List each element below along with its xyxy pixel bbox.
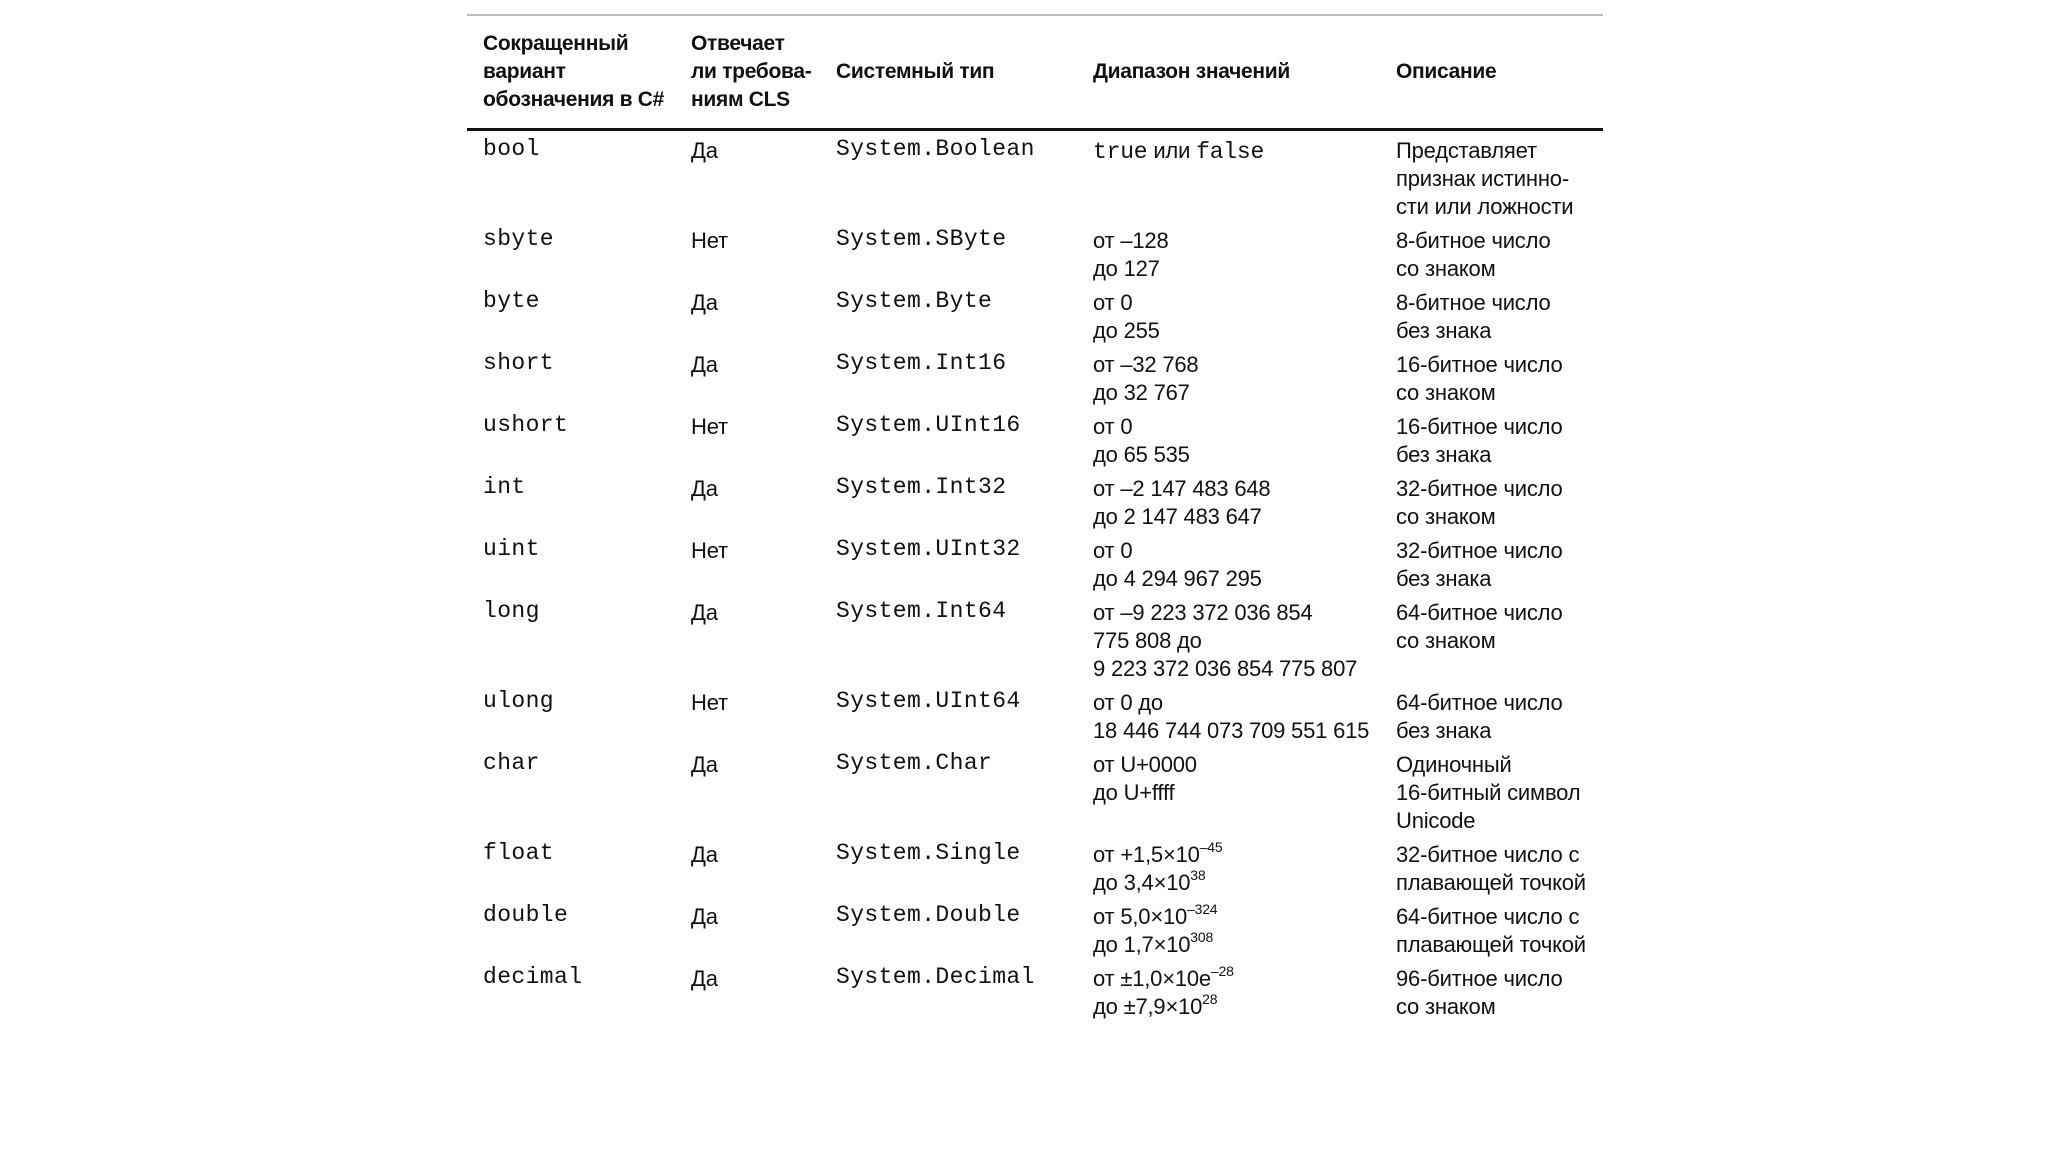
cell-description [1380,745,1603,835]
cell-value-range [1077,283,1380,345]
range-text: от –9 223 372 036 854 [1093,600,1313,625]
range-line [1093,413,1380,441]
cell-value-range [1077,407,1380,469]
range-text: до U+ffff [1093,780,1175,805]
range-line [1093,475,1380,503]
range-text: до 2 147 483 647 [1093,504,1262,529]
cell-description [1380,593,1603,683]
cell-value-range [1077,683,1380,745]
cell-description [1380,221,1603,283]
cell-cls-compliant: Нет [691,228,728,253]
table-row [467,835,1603,897]
top-rule [467,14,1603,16]
description-line: со знаком [1396,504,1496,529]
cell-cls-compliant: Да [691,600,718,625]
description-line: 96-битное число [1396,966,1563,991]
description-line: Одиночный [1396,752,1512,777]
cell-short-name: uint [483,536,540,562]
description-line: 32-битное число [1396,538,1563,563]
range-text: 775 808 до [1093,628,1202,653]
range-text: до 32 767 [1093,380,1190,405]
cell-value-range [1077,745,1380,835]
range-exponent: 28 [1202,990,1218,1007]
cell-short-name: float [483,840,555,866]
range-text: до 3,4×10 [1093,870,1191,895]
cell-short-name: long [483,598,540,624]
table-row [467,130,1603,222]
range-text: от 5,0×10 [1093,904,1188,929]
description-line: без знака [1396,566,1492,591]
range-text: до 65 535 [1093,442,1190,467]
table-row [467,959,1603,1021]
cell-cls-compliant: Да [691,352,718,377]
range-line [1093,838,1380,869]
cell-description [1380,897,1603,959]
description-line: Представляет [1396,138,1537,163]
cell-cls-compliant: Да [691,476,718,501]
range-false-literal: false [1196,139,1265,165]
range-line [1093,137,1380,166]
table-header-row [467,22,1603,130]
cell-short-name: char [483,750,540,776]
range-line [1093,627,1380,655]
description-line: 64-битное число [1396,600,1563,625]
description-line: 64-битное число [1396,690,1563,715]
range-exponent: –28 [1210,962,1234,979]
description-line: 8-битное число [1396,290,1551,315]
csharp-types-table [467,22,1603,1021]
table-row [467,683,1603,745]
description-line: со знаком [1396,380,1496,405]
cell-description [1380,683,1603,745]
description-line: со знаком [1396,256,1496,281]
description-line: без знака [1396,718,1492,743]
cell-cls-compliant: Да [691,966,718,991]
cell-system-type: System.Int64 [836,598,1007,624]
cell-short-name: bool [483,136,540,162]
description-line: со знаком [1396,994,1496,1019]
range-line [1093,751,1380,779]
cell-description [1380,130,1603,222]
cell-system-type: System.Single [836,840,1021,866]
header-system-type: Системный тип [820,22,1077,130]
range-text: до ±7,9×10 [1093,994,1203,1019]
cell-short-name: decimal [483,964,583,990]
cell-cls-compliant: Нет [691,538,728,563]
range-or-word: или [1153,138,1191,163]
range-line [1093,351,1380,379]
description-line: Unicode [1396,808,1476,833]
table-row [467,469,1603,531]
description-line: без знака [1396,442,1492,467]
cell-system-type: System.SByte [836,226,1007,252]
header-description: Описание [1380,22,1603,130]
range-text: от –2 147 483 648 [1093,476,1271,501]
cell-short-name: double [483,902,569,928]
cell-short-name: sbyte [483,226,555,252]
range-text: до 4 294 967 295 [1093,566,1262,591]
table-row [467,593,1603,683]
range-line [1093,599,1380,627]
table-row [467,221,1603,283]
range-line [1093,655,1380,683]
range-line [1093,866,1380,897]
range-line [1093,379,1380,407]
range-text: от –32 768 [1093,352,1199,377]
header-short-name: Сокращенный вариант обозначения в C# [467,22,675,130]
table-row [467,407,1603,469]
cell-value-range [1077,959,1380,1021]
description-line: 64-битное число с [1396,904,1580,929]
cell-short-name: ulong [483,688,555,714]
range-line [1093,441,1380,469]
cell-cls-compliant: Да [691,842,718,867]
cell-value-range [1077,130,1380,222]
description-line: плавающей точкой [1396,932,1586,957]
cell-value-range [1077,897,1380,959]
range-line [1093,990,1380,1021]
range-line [1093,227,1380,255]
cell-cls-compliant: Нет [691,414,728,439]
range-text: до 1,7×10 [1093,932,1191,957]
cell-value-range [1077,593,1380,683]
cell-value-range [1077,531,1380,593]
cell-system-type: System.Decimal [836,964,1035,990]
header-cls-compliant: Отвечает ли требова- ниям CLS [675,22,820,130]
table-row [467,897,1603,959]
cell-system-type: System.Boolean [836,136,1035,162]
cell-value-range [1077,835,1380,897]
range-line [1093,503,1380,531]
range-true-literal: true [1093,139,1148,165]
range-line [1093,565,1380,593]
range-exponent: 308 [1190,928,1214,945]
range-line [1093,317,1380,345]
description-line: 16-битное число [1396,414,1563,439]
range-text: от +1,5×10 [1093,842,1200,867]
cell-value-range [1077,469,1380,531]
cell-system-type: System.Double [836,902,1021,928]
cell-description [1380,531,1603,593]
range-text: от 0 до [1093,690,1163,715]
range-line [1093,962,1380,993]
range-text: 18 446 744 073 709 551 615 [1093,718,1370,743]
cell-short-name: byte [483,288,540,314]
range-text: до 127 [1093,256,1160,281]
range-exponent: –45 [1199,838,1223,855]
range-line [1093,289,1380,317]
cell-description [1380,959,1603,1021]
range-text: от 0 [1093,538,1133,563]
cell-description [1380,407,1603,469]
range-line [1093,779,1380,807]
range-text: от –128 [1093,228,1169,253]
cell-description [1380,345,1603,407]
range-text: от 0 [1093,290,1133,315]
range-text: 9 223 372 036 854 775 807 [1093,656,1358,681]
cell-description [1380,283,1603,345]
cell-cls-compliant: Нет [691,690,728,715]
description-line: со знаком [1396,628,1496,653]
cell-system-type: System.Char [836,750,993,776]
description-line: сти или ложности [1396,194,1574,219]
table-row [467,283,1603,345]
cell-system-type: System.UInt32 [836,536,1021,562]
range-line [1093,928,1380,959]
range-line [1093,900,1380,931]
range-line [1093,717,1380,745]
cell-system-type: System.UInt16 [836,412,1021,438]
cell-system-type: System.UInt64 [836,688,1021,714]
cell-value-range [1077,221,1380,283]
cell-description [1380,469,1603,531]
description-line: признак истинно- [1396,166,1569,191]
cell-system-type: System.Byte [836,288,993,314]
range-text: до 255 [1093,318,1160,343]
cell-short-name: short [483,350,555,376]
description-line: 32-битное число [1396,476,1563,501]
table-row [467,745,1603,835]
description-line: плавающей точкой [1396,870,1586,895]
range-line [1093,255,1380,283]
cell-cls-compliant: Да [691,138,718,163]
description-line: без знака [1396,318,1492,343]
cell-system-type: System.Int32 [836,474,1007,500]
cell-cls-compliant: Да [691,904,718,929]
range-exponent: 38 [1190,866,1206,883]
range-text: от ±1,0×10e [1093,966,1211,991]
range-exponent: –324 [1187,900,1218,917]
cell-short-name: int [483,474,526,500]
cell-short-name: ushort [483,412,569,438]
header-value-range: Диапазон значений [1077,22,1380,130]
range-text: от U+0000 [1093,752,1197,777]
cell-cls-compliant: Да [691,290,718,315]
description-line: 16-битное число [1396,352,1563,377]
description-line: 8-битное число [1396,228,1551,253]
range-text: от 0 [1093,414,1133,439]
table-row [467,531,1603,593]
description-line: 16-битный символ [1396,780,1581,805]
cell-cls-compliant: Да [691,752,718,777]
cell-description [1380,835,1603,897]
cell-system-type: System.Int16 [836,350,1007,376]
range-line [1093,537,1380,565]
description-line: 32-битное число с [1396,842,1580,867]
table-row [467,345,1603,407]
cell-value-range [1077,345,1380,407]
range-line [1093,689,1380,717]
